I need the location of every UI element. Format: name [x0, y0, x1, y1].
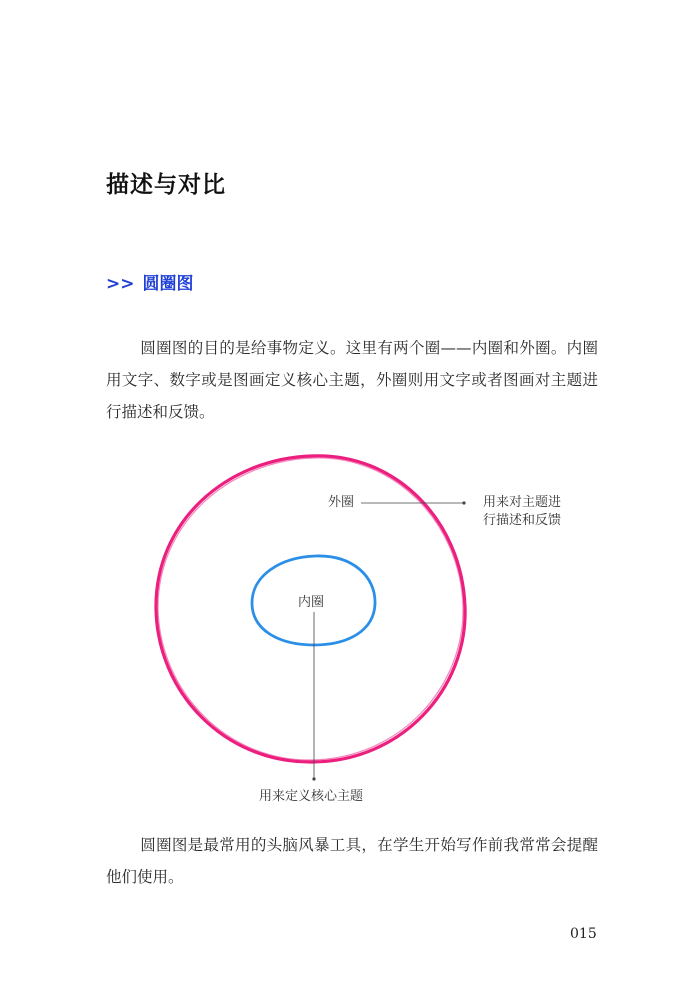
closing-paragraph [106, 829, 598, 893]
chapter-title: 描述与对比 [106, 172, 226, 198]
outer-description-line: 用来对主题进 [483, 495, 562, 510]
outer-circle-description [483, 494, 561, 530]
inner-circle-label: 内圈 [298, 595, 325, 610]
page-number: 015 [570, 926, 597, 942]
section-title: 圆圈图 [142, 274, 194, 294]
outer-description-line: 行描述和反馈 [483, 513, 562, 528]
intro-paragraph-text: 圆圈图的目的是给事物定义。这里有两个圈——内圈和外圈。内圈用文字、数字或是图画定义核心主题，外圈则用文字或者图画对主题进行描述和反馈。 [106, 339, 598, 421]
outer-circle-label: 外圈 [328, 495, 355, 510]
section-marker: >> [106, 274, 135, 294]
inner-pointer-dot [312, 777, 315, 780]
outer-pointer-dot [462, 501, 465, 504]
inner-circle-description: 用来定义核心主题 [259, 789, 364, 804]
closing-paragraph-text: 圆圈图是最常用的头脑风暴工具，在学生开始写作前我常常会提醒他们使用。 [106, 836, 598, 886]
